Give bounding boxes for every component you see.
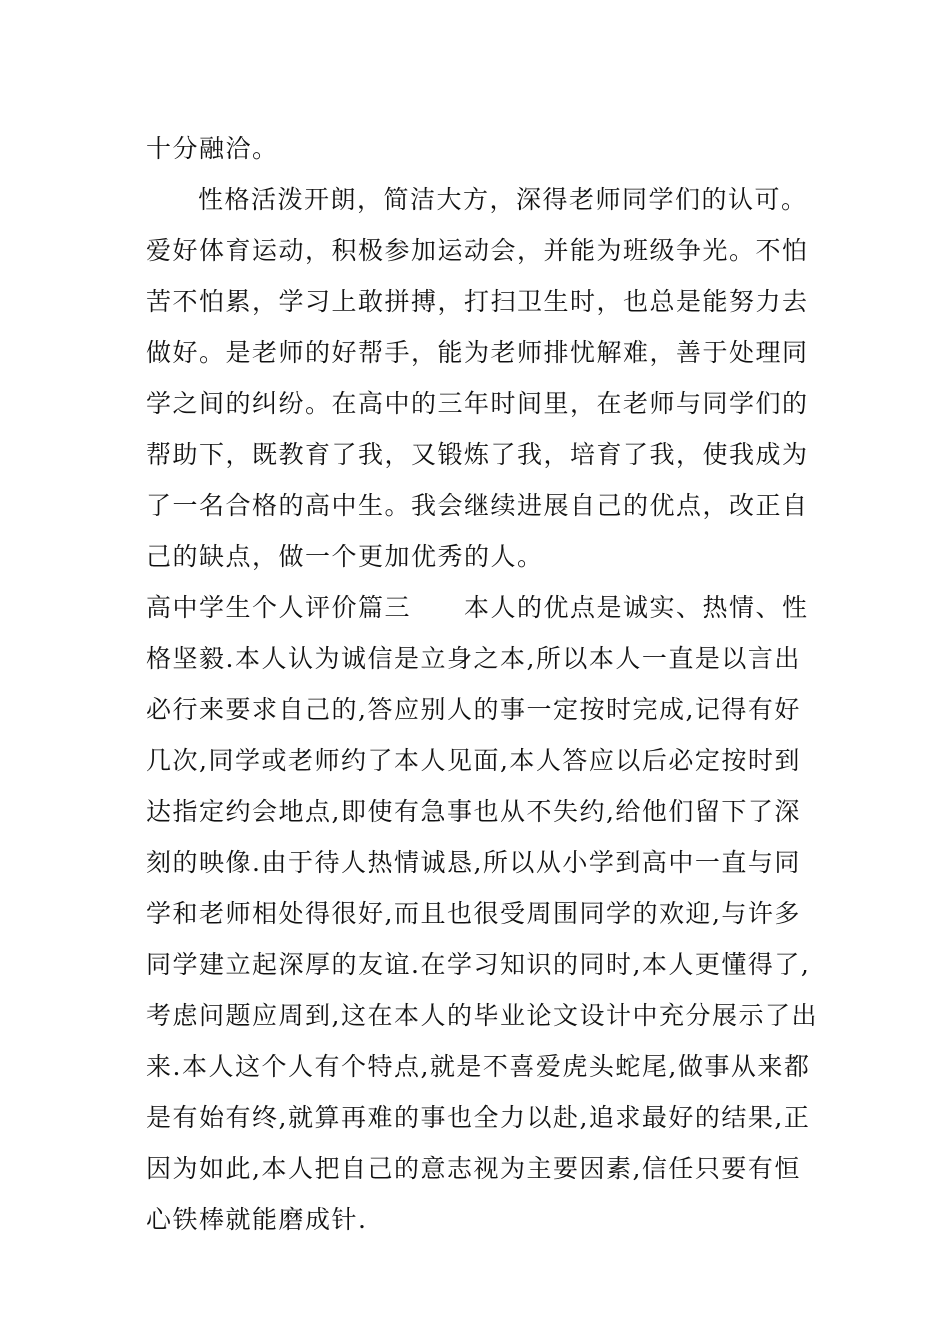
- paragraph-line: 刻的映像.由于待人热情诚恳,所以从小学到高中一直与同: [146, 848, 801, 877]
- paragraph-line: 考虑问题应周到,这在本人的毕业论文设计中充分展示了出: [146, 1001, 818, 1030]
- paragraph-line: 做好。是老师的好帮手，能为老师排忧解难，善于处理同: [146, 338, 809, 367]
- paragraph-line: 学之间的纠纷。在高中的三年时间里，在老师与同学们的: [146, 389, 809, 418]
- paragraph-line: 性格活泼开朗，简洁大方，深得老师同学们的认可。: [198, 185, 808, 214]
- paragraph-line: 几次,同学或老师约了本人见面,本人答应以后必定按时到: [146, 746, 801, 775]
- paragraph-line: 是有始有终,就算再难的事也全力以赴,追求最好的结果,正: [146, 1103, 811, 1132]
- paragraph-line: 帮助下，既教育了我，又锻炼了我，培育了我，使我成为: [146, 440, 809, 469]
- paragraph-line: 学和老师相处得很好,而且也很受周围同学的欢迎,与许多: [146, 899, 801, 928]
- paragraph-line: 格坚毅.本人认为诚信是立身之本,所以本人一直是以言出: [146, 644, 801, 673]
- paragraph-line: 来.本人这个人有个特点,就是不喜爱虎头蛇尾,做事从来都: [146, 1052, 811, 1081]
- paragraph-line: 了一名合格的高中生。我会继续进展自己的优点，改正自: [146, 491, 809, 520]
- paragraph-line: 同学建立起深厚的友谊.在学习知识的同时,本人更懂得了,: [146, 950, 811, 979]
- paragraph-line: 十分融洽。: [146, 134, 279, 163]
- paragraph-line: 必行来要求自己的,答应别人的事一定按时完成,记得有好: [146, 695, 801, 724]
- paragraph-line: 因为如此,本人把自己的意志视为主要因素,信任只要有恒: [146, 1154, 801, 1183]
- paragraph-line: 爱好体育运动，积极参加运动会，并能为班级争光。不怕: [146, 236, 809, 265]
- paragraph-line: 心铁棒就能磨成针.: [146, 1205, 368, 1234]
- section-heading-line: 高中学生个人评价篇三 本人的优点是诚实、热情、性: [146, 593, 809, 622]
- paragraph-line: 苦不怕累，学习上敢拼搏，打扫卫生时，也总是能努力去: [146, 287, 809, 316]
- paragraph-line: 达指定约会地点,即使有急事也从不失约,给他们留下了深: [146, 797, 801, 826]
- paragraph-line: 己的缺点，做一个更加优秀的人。: [146, 542, 544, 571]
